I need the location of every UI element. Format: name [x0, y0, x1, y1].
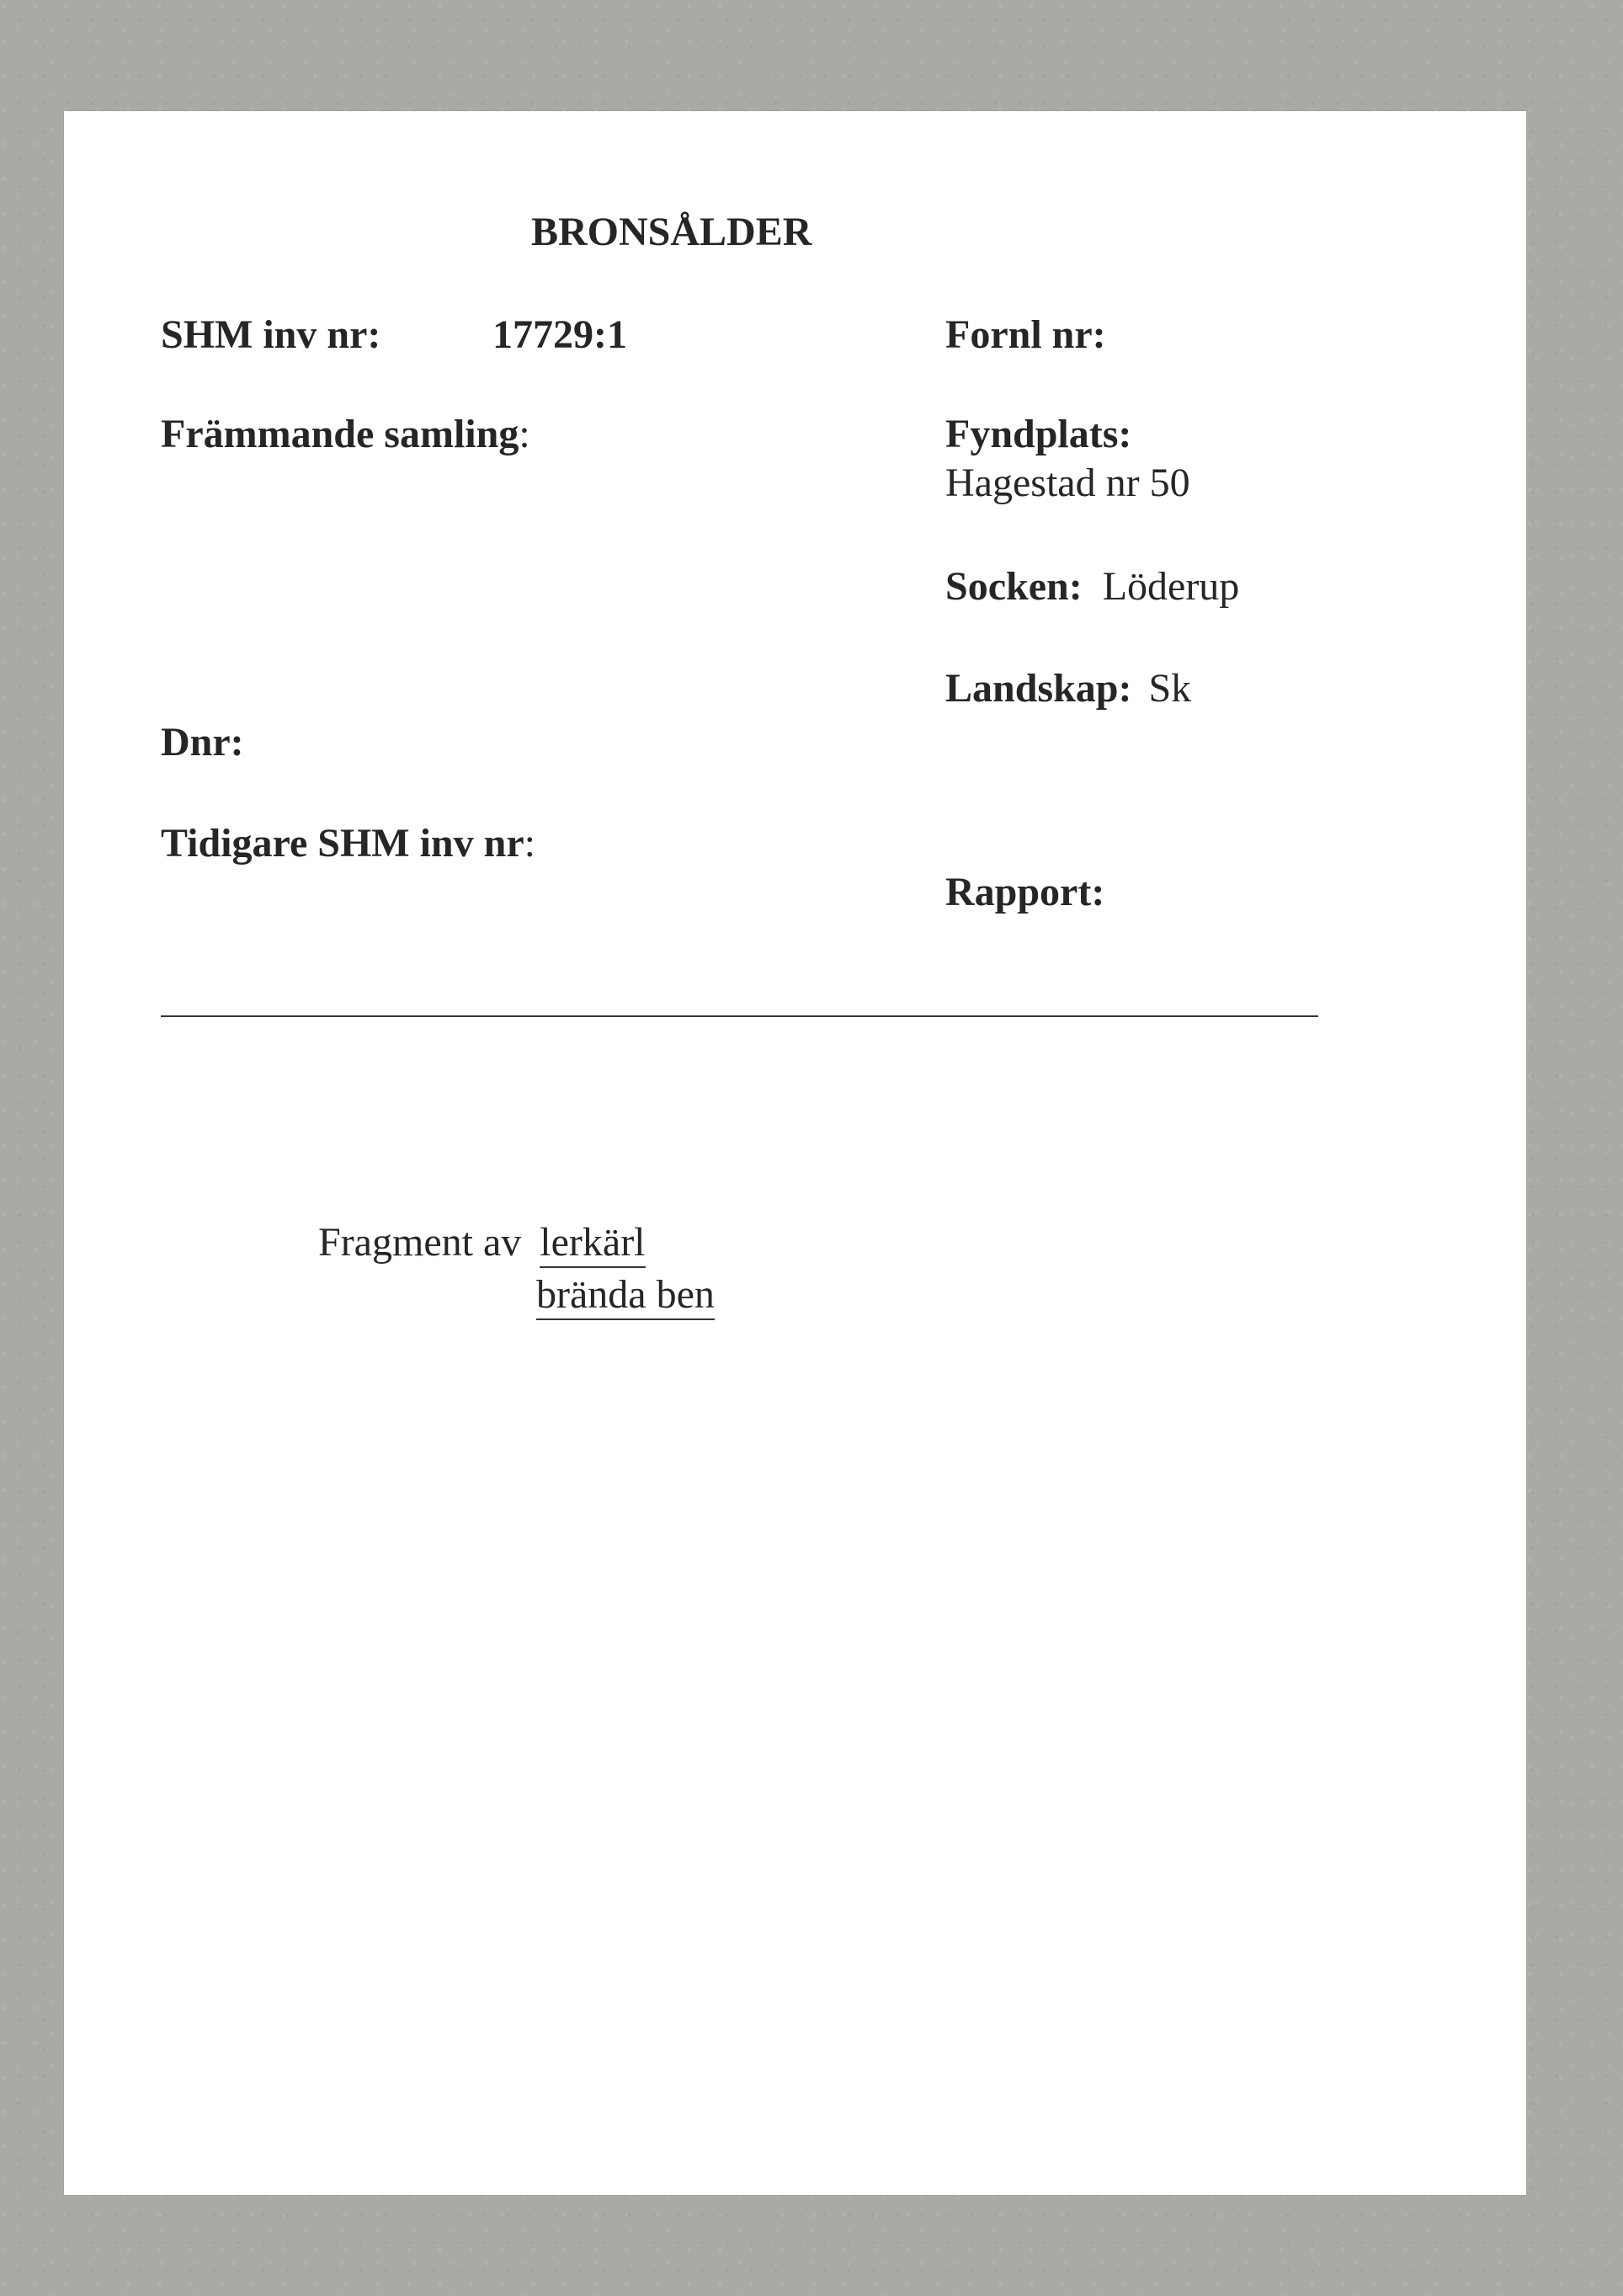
dnr-label: Dnr:	[161, 720, 244, 764]
fyndplats-label: Fyndplats:	[945, 412, 1132, 456]
fornl-label: Fornl nr:	[945, 312, 1106, 357]
separator-line	[161, 1015, 1318, 1017]
socken-label: Socken:	[945, 564, 1083, 609]
tidigare-shm-inv-label: Tidigare SHM inv nr:	[161, 821, 535, 866]
finds-line-1	[318, 1220, 646, 1265]
finds-line-2	[536, 1272, 715, 1317]
find-item-branda-ben: brända ben	[536, 1272, 715, 1320]
card-title: BRONSÅLDER	[531, 210, 812, 254]
landskap-label: Landskap:	[945, 666, 1132, 711]
landskap-value: Sk	[1148, 666, 1192, 711]
shm-inv-label: SHM inv nr:	[161, 312, 381, 357]
socken-row	[945, 564, 1240, 609]
find-item-lerkarl: lerkärl	[540, 1220, 645, 1268]
rapport-label: Rapport:	[945, 870, 1105, 914]
shm-inv-value: 17729:1	[492, 312, 627, 357]
fyndplats-value: Hagestad nr 50	[945, 461, 1190, 505]
landskap-row	[945, 666, 1192, 711]
frammande-samling-label: Främmande samling:	[161, 412, 530, 456]
inventory-card	[64, 111, 1526, 2195]
socken-value: Löderup	[1102, 564, 1240, 609]
finds-prefix: Fragment av	[318, 1220, 522, 1265]
